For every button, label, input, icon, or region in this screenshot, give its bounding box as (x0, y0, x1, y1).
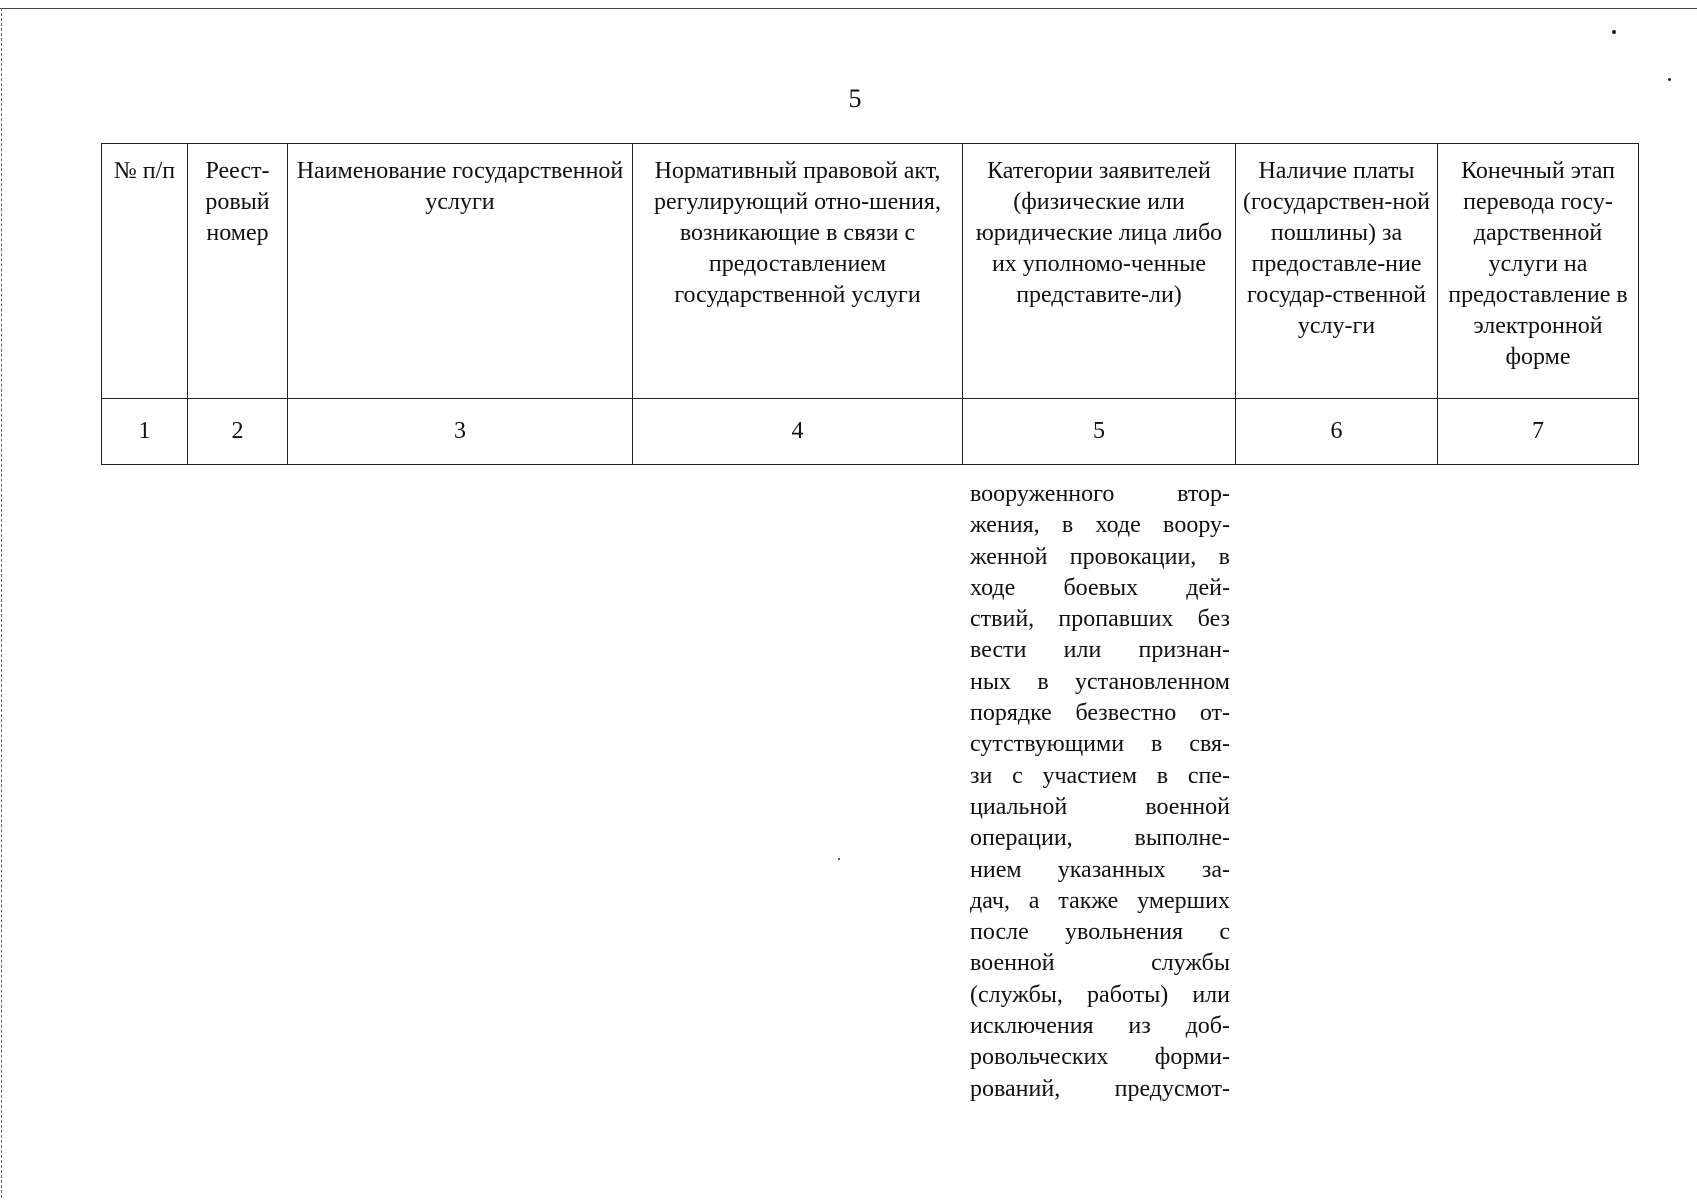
continuation-line: женной провокации, в (970, 543, 1230, 570)
scan-speck (838, 858, 840, 860)
header-registry-number: Реест-ровый номер (188, 144, 288, 399)
scan-edge-top (0, 8, 1697, 9)
scan-speck (1612, 30, 1616, 34)
continuation-line: ходе боевых дей- (970, 574, 1230, 601)
continuation-line: дач, а также умерших (970, 887, 1230, 914)
continuation-line: военной службы (970, 950, 1230, 977)
column-number-cell: 3 (288, 399, 633, 465)
column-number-cell: 1 (102, 399, 188, 465)
continuation-line: нием указанных за- (970, 856, 1230, 883)
continuation-line: исключения из доб- (970, 1013, 1230, 1040)
continuation-line: циальной военной (970, 793, 1230, 820)
continuation-line: сутствующими в свя- (970, 731, 1230, 758)
header-final-stage: Конечный этап перевода госу-дарственной услуги на предоставление в электронной форме (1438, 144, 1639, 399)
continuation-line: ных в установленном (970, 668, 1230, 695)
page-number: 5 (848, 84, 862, 113)
header-applicant-categories: Категории заявителей (физические или юридические лица либо их уполномо-ченные представите-ли) (963, 144, 1236, 399)
continuation-line: рований, предусмот- (970, 1075, 1230, 1102)
continuation-line: ровольческих форми- (970, 1044, 1230, 1071)
continuation-line: жения, в ходе вooру- (970, 512, 1230, 539)
continuation-line: вооруженного втор- (970, 481, 1230, 507)
continuation-line: ствий, пропавших без (970, 606, 1230, 633)
scan-speck (1668, 78, 1671, 81)
services-table (101, 143, 1639, 465)
continuation-line: вести или признан- (970, 637, 1230, 664)
column-number-cell: 6 (1236, 399, 1438, 465)
scan-edge-left (1, 8, 2, 1198)
continuation-line: зи с участием в спе- (970, 762, 1230, 789)
continuation-line: (службы, работы) или (970, 981, 1230, 1008)
header-legal-act: Нормативный правовой акт, регулирующий отно-шения, возникающие в связи с предоставлением государственной услуги (633, 144, 963, 399)
continuation-line: порядке безвестно от- (970, 700, 1230, 727)
continuation-line: операции, выполне- (970, 825, 1230, 852)
continuation-line: после увольнения с (970, 919, 1230, 946)
table-header-row (102, 144, 1639, 399)
column-number-cell: 4 (633, 399, 963, 465)
column-number-cell: 7 (1438, 399, 1639, 465)
header-service-name: Наименование государственной услуги (288, 144, 633, 399)
column-number-cell: 5 (963, 399, 1236, 465)
header-fee: Наличие платы (государствен-ной пошлины) за предоставле-ние государ-ственной услу-ги (1236, 144, 1438, 399)
continuation-text (970, 479, 1230, 1105)
header-number: № п/п (102, 144, 188, 399)
column-number-cell: 2 (188, 399, 288, 465)
column-number-row (102, 399, 1639, 465)
